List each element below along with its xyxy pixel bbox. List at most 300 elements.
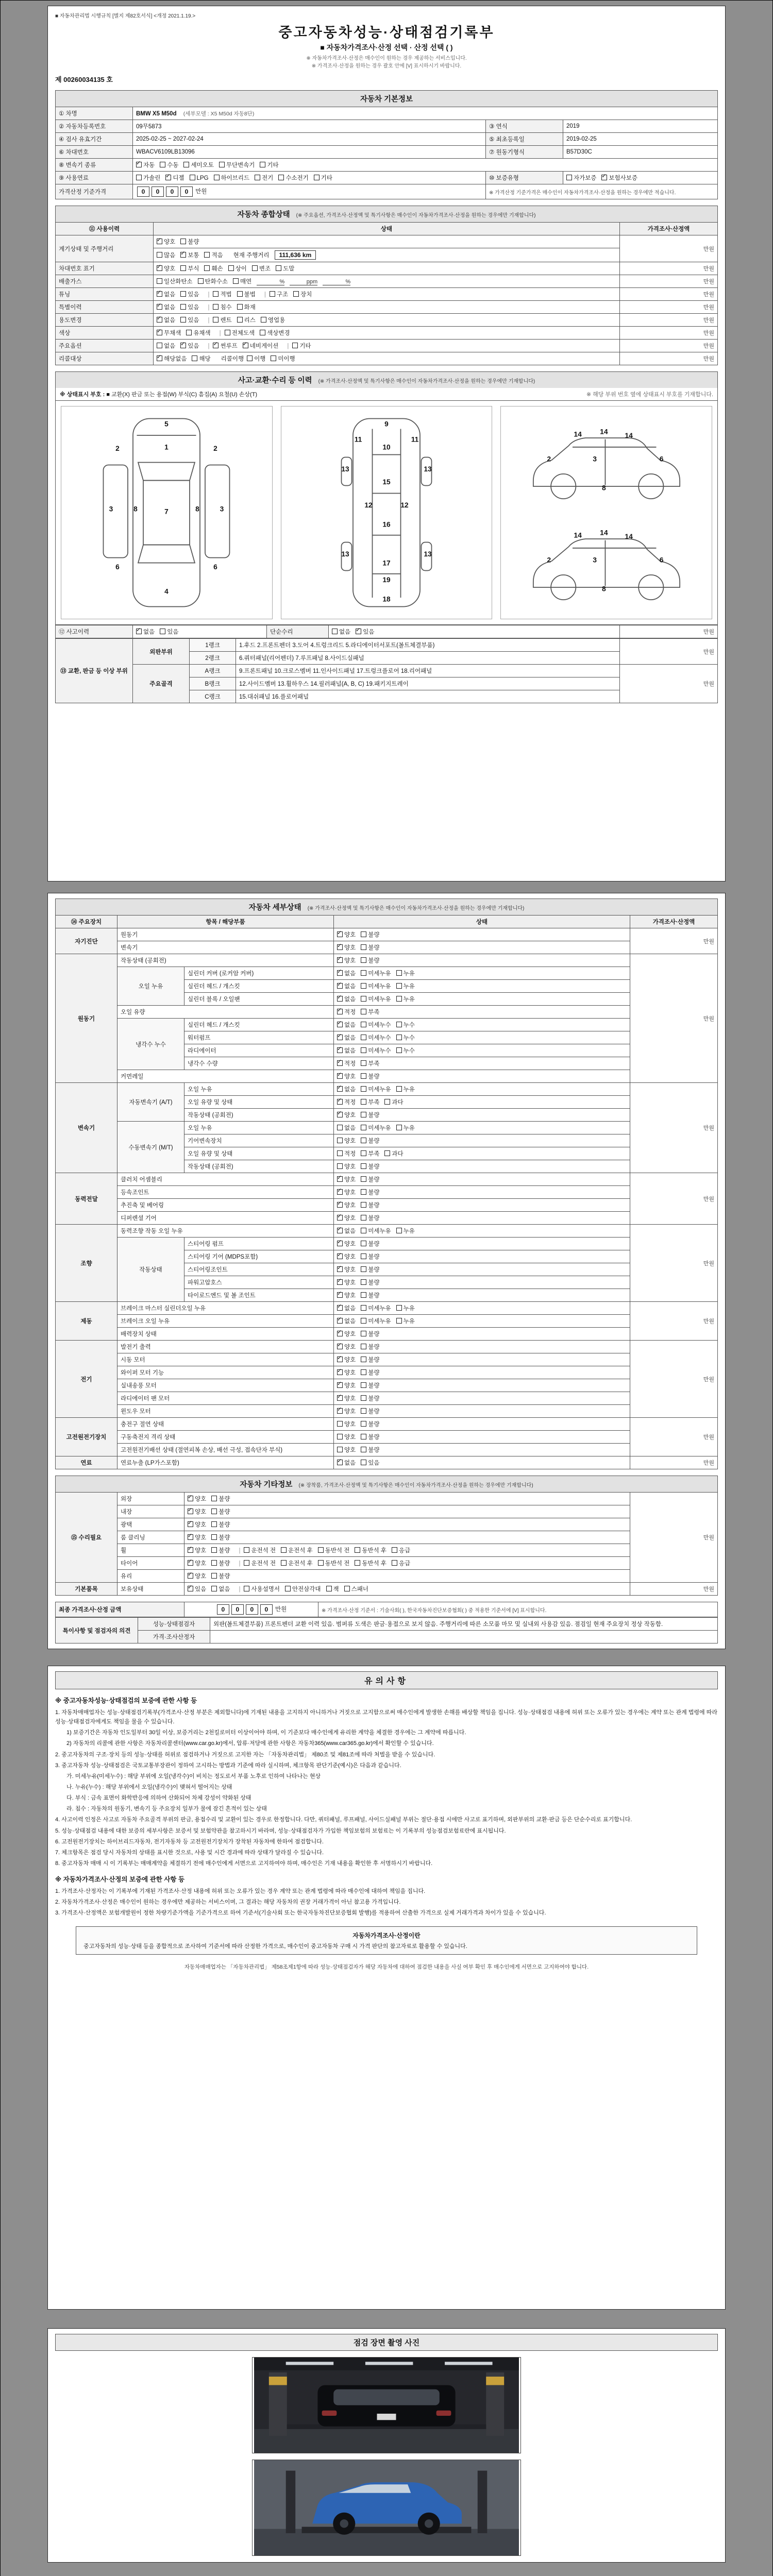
- checkbox-option[interactable]: [361, 1033, 391, 1042]
- checkbox-option[interactable]: [392, 1559, 410, 1567]
- checkbox-box[interactable]: [337, 1099, 343, 1105]
- checkbox-option[interactable]: [337, 1278, 356, 1286]
- checkbox-box[interactable]: [396, 1035, 402, 1040]
- checkbox-option[interactable]: [337, 1059, 356, 1067]
- checkbox-box[interactable]: [180, 343, 186, 348]
- checkbox-box[interactable]: [211, 1534, 217, 1540]
- checkbox-box[interactable]: [276, 265, 281, 271]
- checkbox-box[interactable]: [271, 355, 276, 361]
- checkbox-option[interactable]: [237, 316, 256, 324]
- checkbox-option[interactable]: [136, 628, 155, 636]
- checkbox-option[interactable]: [337, 1098, 356, 1106]
- checkbox-option[interactable]: [211, 1585, 230, 1593]
- checkbox-option[interactable]: [361, 1111, 379, 1119]
- checkbox-box[interactable]: [361, 1331, 366, 1336]
- checkbox-option[interactable]: [337, 956, 356, 964]
- checkbox-box[interactable]: [157, 317, 162, 323]
- checkbox-box[interactable]: [361, 1022, 366, 1027]
- checkbox-option[interactable]: [361, 1343, 379, 1351]
- checkbox-box[interactable]: [337, 1202, 343, 1208]
- checkbox-option[interactable]: [361, 1317, 391, 1325]
- checkbox-box[interactable]: [261, 317, 266, 323]
- checkbox-box[interactable]: [337, 996, 343, 1002]
- checkbox-option[interactable]: [361, 1381, 379, 1389]
- checkbox-box[interactable]: [396, 1318, 402, 1324]
- checkbox-box[interactable]: [396, 1022, 402, 1027]
- checkbox-option[interactable]: [384, 1149, 403, 1158]
- checkbox-option[interactable]: [211, 1520, 230, 1529]
- checkbox-option[interactable]: [361, 1137, 379, 1145]
- checkbox-option[interactable]: [361, 943, 379, 952]
- checkbox-box[interactable]: [136, 162, 142, 167]
- checkbox-box[interactable]: [337, 970, 343, 976]
- checkbox-option[interactable]: [361, 1214, 379, 1222]
- checkbox-box[interactable]: [361, 983, 366, 989]
- checkbox-option[interactable]: [188, 1546, 206, 1554]
- checkbox-box[interactable]: [188, 1509, 193, 1514]
- checkbox-box[interactable]: [219, 162, 225, 167]
- checkbox-box[interactable]: [337, 1176, 343, 1182]
- checkbox-option[interactable]: [237, 290, 256, 298]
- checkbox-box[interactable]: [361, 1202, 366, 1208]
- checkbox-box[interactable]: [190, 175, 195, 180]
- checkbox-option[interactable]: [361, 1124, 391, 1132]
- checkbox-box[interactable]: [337, 931, 343, 937]
- checkbox-option[interactable]: [157, 354, 187, 363]
- checkbox-option[interactable]: [160, 628, 178, 636]
- checkbox-box[interactable]: [361, 1421, 366, 1427]
- checkbox-option[interactable]: [337, 1433, 356, 1441]
- checkbox-option[interactable]: [180, 303, 199, 311]
- checkbox-option[interactable]: [344, 1585, 368, 1593]
- checkbox-option[interactable]: [157, 342, 175, 350]
- checkbox-option[interactable]: [396, 1124, 415, 1132]
- checkbox-box[interactable]: [180, 304, 186, 310]
- checkbox-box[interactable]: [384, 1150, 390, 1156]
- checkbox-option[interactable]: [337, 1201, 356, 1209]
- checkbox-option[interactable]: [136, 161, 155, 169]
- checkbox-option[interactable]: [396, 1033, 415, 1042]
- checkbox-option[interactable]: [337, 1407, 356, 1415]
- checkbox-box[interactable]: [384, 1099, 390, 1105]
- checkbox-box[interactable]: [361, 1189, 366, 1195]
- checkbox-box[interactable]: [213, 317, 219, 323]
- checkbox-box[interactable]: [157, 330, 162, 335]
- checkbox-option[interactable]: [337, 1137, 356, 1145]
- checkbox-option[interactable]: [361, 1162, 379, 1171]
- checkbox-option[interactable]: [361, 1433, 379, 1441]
- checkbox-box[interactable]: [361, 1009, 366, 1014]
- checkbox-box[interactable]: [337, 1292, 343, 1298]
- checkbox-option[interactable]: [361, 982, 391, 990]
- checkbox-box[interactable]: [292, 343, 298, 348]
- checkbox-box[interactable]: [361, 1073, 366, 1079]
- checkbox-option[interactable]: [337, 1459, 356, 1467]
- checkbox-option[interactable]: [355, 1559, 386, 1567]
- checkbox-box[interactable]: [337, 1434, 343, 1439]
- checkbox-option[interactable]: [293, 290, 312, 298]
- checkbox-option[interactable]: [192, 354, 210, 363]
- checkbox-option[interactable]: [337, 1021, 356, 1029]
- checkbox-option[interactable]: [204, 251, 223, 259]
- checkbox-option[interactable]: [355, 1546, 386, 1554]
- checkbox-box[interactable]: [337, 1086, 343, 1092]
- checkbox-option[interactable]: [361, 1459, 379, 1467]
- checkbox-box[interactable]: [180, 317, 186, 323]
- checkbox-option[interactable]: [278, 174, 308, 182]
- checkbox-box[interactable]: [337, 1318, 343, 1324]
- checkbox-option[interactable]: [361, 1407, 379, 1415]
- checkbox-box[interactable]: [361, 996, 366, 1002]
- checkbox-option[interactable]: [326, 1585, 339, 1593]
- checkbox-box[interactable]: [361, 970, 366, 976]
- checkbox-box[interactable]: [337, 1163, 343, 1169]
- checkbox-option[interactable]: [213, 316, 231, 324]
- checkbox-box[interactable]: [392, 1547, 397, 1553]
- checkbox-option[interactable]: [332, 628, 350, 636]
- checkbox-box[interactable]: [337, 1138, 343, 1143]
- checkbox-box[interactable]: [361, 957, 366, 963]
- checkbox-box[interactable]: [198, 278, 204, 284]
- checkbox-option[interactable]: [188, 1507, 206, 1516]
- checkbox-box[interactable]: [157, 278, 162, 284]
- checkbox-option[interactable]: [233, 277, 251, 285]
- checkbox-option[interactable]: [337, 995, 356, 1003]
- checkbox-box[interactable]: [285, 1586, 291, 1591]
- checkbox-option[interactable]: [188, 1495, 206, 1503]
- checkbox-option[interactable]: [361, 969, 391, 977]
- checkbox-option[interactable]: [285, 1585, 321, 1593]
- checkbox-option[interactable]: [361, 1278, 379, 1286]
- checkbox-box[interactable]: [337, 1215, 343, 1221]
- checkbox-box[interactable]: [281, 1560, 287, 1566]
- checkbox-option[interactable]: [188, 1533, 206, 1541]
- checkbox-option[interactable]: [337, 1304, 356, 1312]
- checkbox-box[interactable]: [318, 1560, 324, 1566]
- checkbox-option[interactable]: [337, 969, 356, 977]
- checkbox-option[interactable]: [396, 995, 415, 1003]
- checkbox-option[interactable]: [396, 1304, 415, 1312]
- checkbox-option[interactable]: [281, 1559, 313, 1567]
- checkbox-option[interactable]: [337, 930, 356, 939]
- checkbox-box[interactable]: [211, 1573, 217, 1579]
- checkbox-option[interactable]: [361, 1355, 379, 1364]
- checkbox-option[interactable]: [314, 174, 332, 182]
- checkbox-option[interactable]: [211, 1507, 230, 1516]
- checkbox-option[interactable]: [160, 161, 178, 169]
- checkbox-box[interactable]: [281, 1547, 287, 1553]
- checkbox-box[interactable]: [243, 343, 248, 348]
- checkbox-option[interactable]: [157, 329, 181, 337]
- checkbox-box[interactable]: [337, 1150, 343, 1156]
- checkbox-box[interactable]: [183, 162, 189, 167]
- checkbox-box[interactable]: [361, 1253, 366, 1259]
- checkbox-option[interactable]: [361, 995, 391, 1003]
- checkbox-option[interactable]: [337, 1072, 356, 1080]
- checkbox-option[interactable]: [188, 1520, 206, 1529]
- checkbox-box[interactable]: [361, 1447, 366, 1452]
- checkbox-box[interactable]: [211, 1560, 217, 1566]
- checkbox-box[interactable]: [293, 291, 299, 297]
- checkbox-box[interactable]: [361, 1305, 366, 1311]
- checkbox-option[interactable]: [188, 1585, 206, 1593]
- checkbox-box[interactable]: [337, 1060, 343, 1066]
- checkbox-box[interactable]: [188, 1573, 193, 1579]
- checkbox-box[interactable]: [337, 1047, 343, 1053]
- checkbox-option[interactable]: [361, 1188, 379, 1196]
- checkbox-box[interactable]: [237, 304, 243, 310]
- checkbox-option[interactable]: [136, 174, 160, 182]
- checkbox-box[interactable]: [361, 1215, 366, 1221]
- checkbox-option[interactable]: [188, 1559, 206, 1567]
- checkbox-option[interactable]: [337, 1046, 356, 1055]
- checkbox-box[interactable]: [228, 265, 234, 271]
- checkbox-box[interactable]: [361, 1035, 366, 1040]
- checkbox-box[interactable]: [361, 1099, 366, 1105]
- checkbox-box[interactable]: [260, 330, 265, 335]
- checkbox-box[interactable]: [396, 1305, 402, 1311]
- checkbox-option[interactable]: [213, 290, 231, 298]
- checkbox-box[interactable]: [337, 1279, 343, 1285]
- checkbox-option[interactable]: [361, 1420, 379, 1428]
- checkbox-option[interactable]: [337, 1446, 356, 1454]
- checkbox-box[interactable]: [337, 1447, 343, 1452]
- checkbox-option[interactable]: [190, 175, 209, 181]
- checkbox-option[interactable]: [337, 1317, 356, 1325]
- checkbox-box[interactable]: [396, 1228, 402, 1233]
- checkbox-option[interactable]: [157, 264, 175, 273]
- checkbox-option[interactable]: [271, 354, 295, 363]
- checkbox-box[interactable]: [361, 1460, 366, 1465]
- checkbox-option[interactable]: [361, 1008, 379, 1016]
- checkbox-box[interactable]: [337, 1395, 343, 1401]
- checkbox-box[interactable]: [337, 1022, 343, 1027]
- checkbox-box[interactable]: [337, 1189, 343, 1195]
- checkbox-option[interactable]: [384, 1098, 403, 1106]
- checkbox-box[interactable]: [337, 1331, 343, 1336]
- checkbox-box[interactable]: [361, 1344, 366, 1349]
- checkbox-option[interactable]: [337, 1188, 356, 1196]
- checkbox-box[interactable]: [337, 1369, 343, 1375]
- checkbox-box[interactable]: [244, 1560, 249, 1566]
- checkbox-box[interactable]: [361, 1382, 366, 1388]
- checkbox-option[interactable]: [211, 1559, 230, 1567]
- checkbox-box[interactable]: [204, 252, 210, 258]
- checkbox-option[interactable]: [361, 1240, 379, 1248]
- checkbox-box[interactable]: [204, 265, 210, 271]
- checkbox-option[interactable]: [361, 1046, 391, 1055]
- checkbox-option[interactable]: [247, 354, 265, 363]
- checkbox-option[interactable]: [337, 1355, 356, 1364]
- checkbox-box[interactable]: [213, 304, 219, 310]
- checkbox-box[interactable]: [213, 343, 219, 348]
- checkbox-box[interactable]: [252, 265, 258, 271]
- checkbox-option[interactable]: [337, 1394, 356, 1402]
- checkbox-option[interactable]: [214, 174, 250, 182]
- checkbox-box[interactable]: [337, 1073, 343, 1079]
- checkbox-option[interactable]: [337, 1111, 356, 1119]
- checkbox-option[interactable]: [361, 1059, 379, 1067]
- checkbox-option[interactable]: [157, 238, 175, 246]
- checkbox-box[interactable]: [326, 1586, 332, 1591]
- checkbox-option[interactable]: [211, 1495, 230, 1503]
- checkbox-box[interactable]: [157, 291, 162, 297]
- checkbox-option[interactable]: [396, 982, 415, 990]
- checkbox-option[interactable]: [337, 1008, 356, 1016]
- checkbox-option[interactable]: [337, 1214, 356, 1222]
- checkbox-box[interactable]: [337, 1241, 343, 1246]
- checkbox-box[interactable]: [211, 1496, 217, 1501]
- checkbox-box[interactable]: [278, 175, 284, 180]
- checkbox-option[interactable]: [318, 1546, 350, 1554]
- checkbox-box[interactable]: [337, 944, 343, 950]
- checkbox-option[interactable]: [396, 1085, 415, 1093]
- checkbox-option[interactable]: [188, 1572, 206, 1580]
- checkbox-box[interactable]: [361, 1266, 366, 1272]
- checkbox-option[interactable]: [211, 1546, 230, 1554]
- checkbox-box[interactable]: [180, 291, 186, 297]
- checkbox-option[interactable]: [252, 264, 271, 273]
- checkbox-box[interactable]: [337, 1125, 343, 1130]
- checkbox-box[interactable]: [180, 252, 186, 258]
- checkbox-option[interactable]: [337, 1265, 356, 1274]
- checkbox-option[interactable]: [361, 1265, 379, 1274]
- checkbox-option[interactable]: [361, 956, 379, 964]
- checkbox-option[interactable]: [157, 290, 175, 298]
- checkbox-option[interactable]: [337, 1330, 356, 1338]
- checkbox-box[interactable]: [188, 1560, 193, 1566]
- checkbox-box[interactable]: [165, 175, 171, 180]
- checkbox-box[interactable]: [237, 291, 243, 297]
- checkbox-option[interactable]: [337, 1124, 356, 1132]
- checkbox-option[interactable]: [361, 1252, 379, 1261]
- checkbox-option[interactable]: [213, 303, 231, 311]
- checkbox-option[interactable]: [361, 1098, 379, 1106]
- checkbox-option[interactable]: [361, 1072, 379, 1080]
- checkbox-box[interactable]: [337, 1112, 343, 1117]
- checkbox-option[interactable]: [180, 290, 199, 298]
- checkbox-option[interactable]: [361, 1021, 391, 1029]
- checkbox-option[interactable]: [337, 1381, 356, 1389]
- checkbox-box[interactable]: [396, 996, 402, 1002]
- checkbox-option[interactable]: [361, 1446, 379, 1454]
- checkbox-option[interactable]: [243, 342, 279, 350]
- checkbox-option[interactable]: [337, 1033, 356, 1042]
- checkbox-option[interactable]: [396, 1021, 415, 1029]
- checkbox-box[interactable]: [361, 1125, 366, 1130]
- checkbox-option[interactable]: [198, 277, 228, 285]
- checkbox-box[interactable]: [355, 1560, 360, 1566]
- checkbox-box[interactable]: [361, 931, 366, 937]
- checkbox-option[interactable]: [601, 174, 637, 182]
- checkbox-option[interactable]: [356, 628, 374, 636]
- checkbox-option[interactable]: [337, 1343, 356, 1351]
- checkbox-box[interactable]: [361, 1318, 366, 1324]
- checkbox-box[interactable]: [260, 162, 265, 167]
- checkbox-box[interactable]: [361, 1163, 366, 1169]
- checkbox-option[interactable]: [165, 174, 184, 182]
- checkbox-box[interactable]: [211, 1521, 217, 1527]
- checkbox-box[interactable]: [247, 355, 253, 361]
- checkbox-option[interactable]: [255, 174, 273, 182]
- checkbox-option[interactable]: [157, 316, 175, 324]
- checkbox-box[interactable]: [244, 1547, 249, 1553]
- checkbox-option[interactable]: [292, 342, 311, 350]
- checkbox-option[interactable]: [219, 161, 255, 169]
- checkbox-option[interactable]: [337, 1175, 356, 1183]
- checkbox-box[interactable]: [157, 265, 162, 271]
- checkbox-box[interactable]: [361, 944, 366, 950]
- checkbox-box[interactable]: [361, 1047, 366, 1053]
- checkbox-box[interactable]: [361, 1408, 366, 1414]
- checkbox-box[interactable]: [337, 983, 343, 989]
- checkbox-box[interactable]: [192, 355, 197, 361]
- checkbox-option[interactable]: [396, 1227, 415, 1235]
- checkbox-box[interactable]: [337, 1266, 343, 1272]
- checkbox-box[interactable]: [180, 265, 186, 271]
- checkbox-option[interactable]: [361, 1149, 379, 1158]
- checkbox-option[interactable]: [361, 1330, 379, 1338]
- checkbox-option[interactable]: [361, 1291, 379, 1299]
- checkbox-box[interactable]: [332, 629, 338, 634]
- checkbox-box[interactable]: [337, 1253, 343, 1259]
- checkbox-box[interactable]: [136, 175, 142, 180]
- checkbox-box[interactable]: [337, 1421, 343, 1427]
- checkbox-option[interactable]: [180, 238, 199, 246]
- checkbox-box[interactable]: [157, 343, 162, 348]
- checkbox-box[interactable]: [361, 1395, 366, 1401]
- checkbox-box[interactable]: [211, 1586, 217, 1591]
- checkbox-box[interactable]: [337, 1305, 343, 1311]
- checkbox-box[interactable]: [337, 1228, 343, 1233]
- checkbox-box[interactable]: [361, 1228, 366, 1233]
- checkbox-box[interactable]: [361, 1292, 366, 1298]
- checkbox-option[interactable]: [337, 1240, 356, 1248]
- checkbox-option[interactable]: [337, 1162, 356, 1171]
- checkbox-box[interactable]: [337, 1460, 343, 1465]
- checkbox-box[interactable]: [337, 957, 343, 963]
- checkbox-option[interactable]: [204, 264, 223, 273]
- checkbox-option[interactable]: [361, 1201, 379, 1209]
- checkbox-option[interactable]: [361, 930, 379, 939]
- checkbox-box[interactable]: [356, 629, 361, 634]
- checkbox-option[interactable]: [396, 969, 415, 977]
- checkbox-option[interactable]: [361, 1394, 379, 1402]
- checkbox-box[interactable]: [188, 1496, 193, 1501]
- checkbox-box[interactable]: [344, 1586, 350, 1591]
- checkbox-option[interactable]: [225, 329, 255, 337]
- checkbox-option[interactable]: [213, 342, 237, 350]
- checkbox-option[interactable]: [180, 264, 199, 273]
- checkbox-option[interactable]: [157, 303, 175, 311]
- checkbox-box[interactable]: [361, 1241, 366, 1246]
- checkbox-option[interactable]: [361, 1227, 391, 1235]
- checkbox-option[interactable]: [337, 1149, 356, 1158]
- checkbox-box[interactable]: [337, 1408, 343, 1414]
- checkbox-box[interactable]: [337, 1009, 343, 1014]
- checkbox-box[interactable]: [214, 175, 220, 180]
- checkbox-option[interactable]: [270, 290, 288, 298]
- checkbox-option[interactable]: [361, 1368, 379, 1377]
- checkbox-box[interactable]: [136, 629, 142, 634]
- checkbox-box[interactable]: [186, 330, 192, 335]
- checkbox-box[interactable]: [361, 1176, 366, 1182]
- checkbox-box[interactable]: [244, 1586, 249, 1591]
- checkbox-option[interactable]: [276, 264, 294, 273]
- checkbox-box[interactable]: [255, 175, 260, 180]
- checkbox-option[interactable]: [337, 1420, 356, 1428]
- checkbox-box[interactable]: [361, 1112, 366, 1117]
